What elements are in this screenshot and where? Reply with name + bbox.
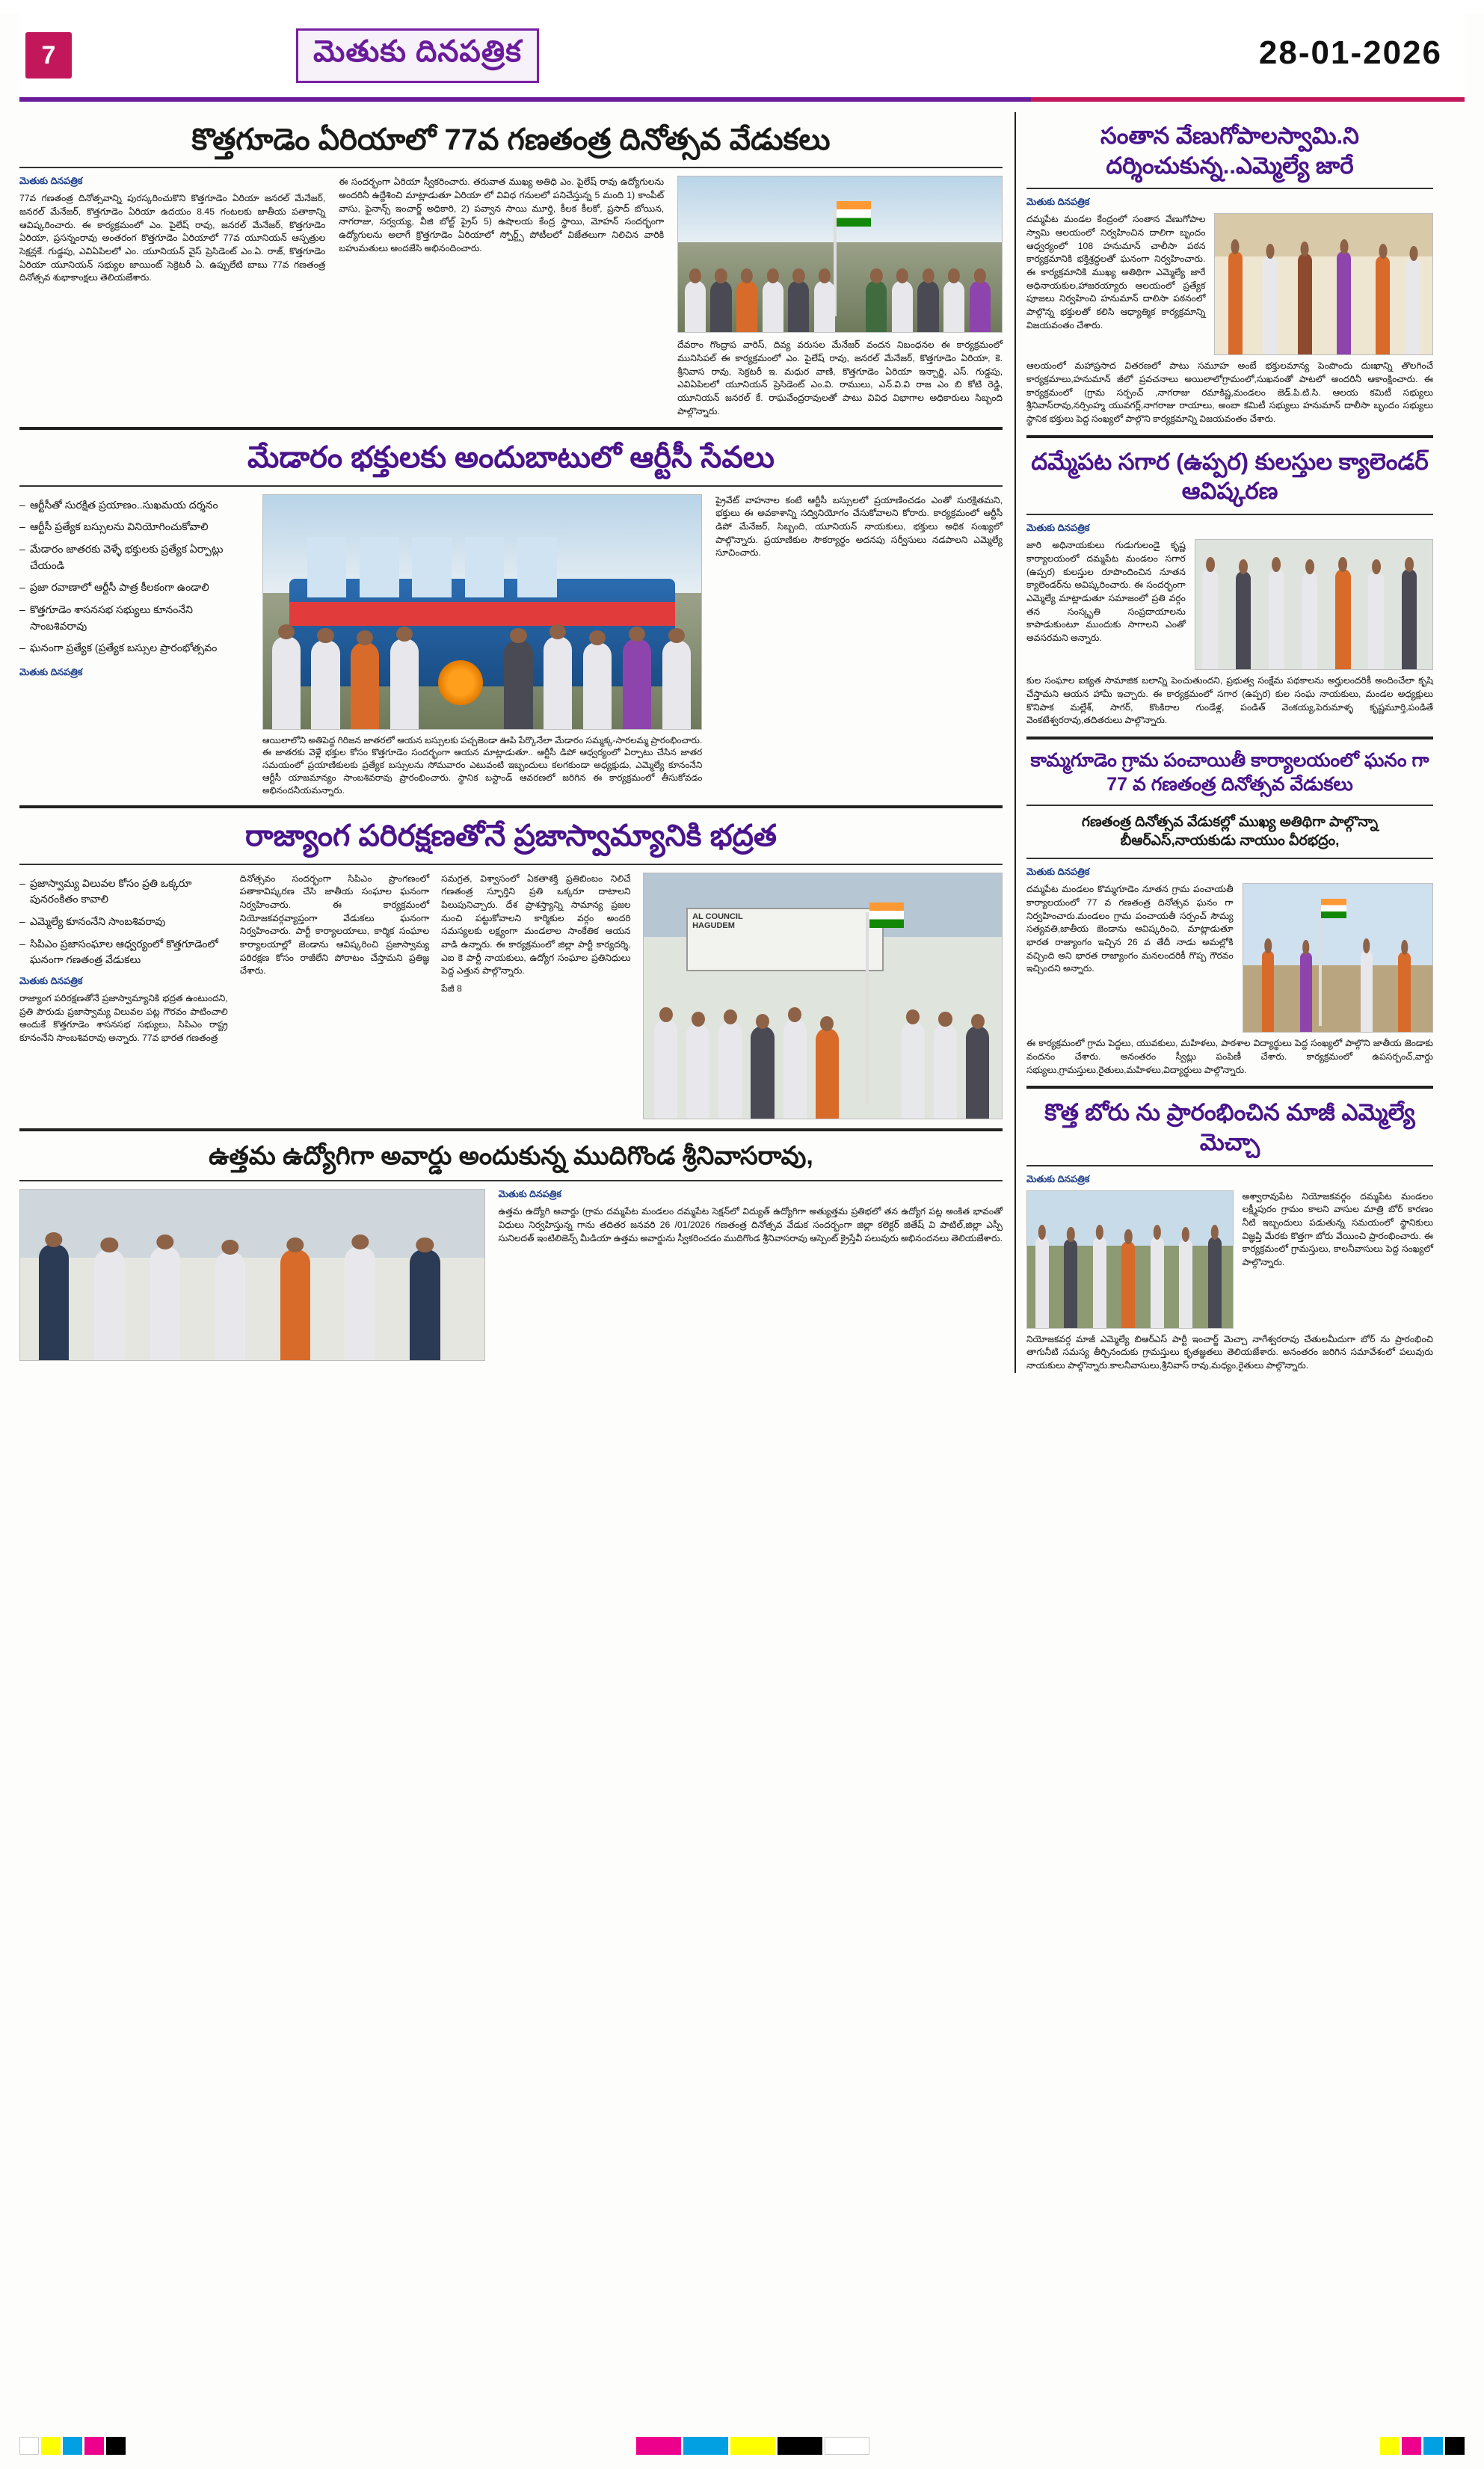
article-constitution-democracy bbox=[19, 817, 1003, 1119]
article-photo-borewell bbox=[1026, 1190, 1234, 1329]
article-paragraph: ఈ సందర్భంగా ఏరియా స్వీకరించారు. తరువాత ముఖ్య అతిధి ఎం. పైలేష్ రావు ఉద్యోగులను అందరినీ ఉద్దేశించి మాట్లాడుతూ ఏరియా లో వివిధ గనులలో పనిచేస్తున్న 5 మంది 1) కాంపీట్ వాసు, ఫైనాన్స్ ఇంచార్జ్ అధికారి, 2) పవ్వాన సాయి మూర్తి, కీలక కీలకో, ప్రసాద్ బోయిన, నాగరాజు, సర్వయ్య, వీజి బోల్ట్ ప్రైస్ 5) ఉషాలయ కేంద్ర స్థాయి, మోహన్ సందర్భంగా ఉద్యోగులను అలాగే క్రొత్తగూడెం ఏరియాలో స్పోర్ట్స్ పోటీలలో విజేతలుగా నిలిచిన వారికి బహుమతులు అందజేసి అభినందించారు. bbox=[339, 176, 665, 253]
article-paragraph: ప్రైవేట్ వాహనాల కంటే ఆర్టీసీ బస్సులలో ప్రయాణించడం ఎంతో సురక్షితమని, భక్తులు ఈ అవకాశాన్ని సద్వినియోగం చేసుకోవాలని కోరారు. కార్యక్రమంలో ఆర్టీసీ డిపో మేనేజర్, సిబ్బంది, యూనియన్ నాయకులు, భక్తులు అధిక సంఖ్యలో పాల్గొన్నారు. ప్రయాణికుల సౌకర్యార్థం అదనపు సర్వీసులు నడపాలని ఎమ్మెల్యే సూచించారు. bbox=[715, 494, 1003, 559]
article-paragraph: దమ్మపేట మండలం కొమ్మగూడెం నూతన గ్రామ పంచాయతీ కార్యాలయంలో 77 వ గణతంత్ర దినోత్సవ ఘనం గా నిర్వహించారు.మండలం గ్రామ పంచాయతీ సర్పంచ్ సౌమ్య సత్యవతి,జాతీయ జెండాను ఆవిష్కరించి, మాట్లాడుతూ భారత రాజ్యాంగం ఇచ్చిన 26 వ తేదీ నాడు అమల్లోకి వచ్చింది అని భారత రాజ్యాంగం మనలందరికీ గొప్ప గౌరవం ఇచ్చిందని అన్నారు. bbox=[1026, 884, 1234, 974]
color-swatch bbox=[636, 2437, 681, 2455]
color-swatch bbox=[106, 2437, 126, 2455]
print-registration-bars bbox=[19, 2436, 1465, 2456]
divider bbox=[19, 805, 1003, 808]
color-swatch bbox=[1445, 2437, 1465, 2455]
article-headline: ఉత్తమ ఉద్యోగిగా అవార్డు అందుకున్న ముదిగొండ శ్రీనివాసరావు, bbox=[209, 1141, 813, 1170]
bullet-item: – సిపిఎం ప్రజాసంఘాల ఆధ్వర్యంలో కొత్తగూడెంలో ఘనంగా గణతంత్ర వేడుకలు bbox=[30, 936, 228, 968]
divider bbox=[19, 864, 1003, 865]
byline: మెతుకు దినపత్రిక bbox=[498, 1189, 561, 1200]
bullet-item: – ఘనంగా ప్రత్యేక (ప్రత్యేక బస్సుల ప్రారంభోత్సవం bbox=[30, 640, 249, 657]
article-paragraph: దినోత్సవం సందర్భంగా సిపిఎం ప్రాంగణంలో పతాకావిష్కరణ చేసి జాతీయ సంఘాల ఘనంగా నిర్వహించారు. ఈ కార్యక్రమంలో నియోజకవర్గవ్యాప్తంగా వేడుకలు ఘనంగా నిర్వహించారు. పార్టీ కార్యాలయాలు, కార్మిక సంఘాల కార్యాలయాల్లో జెండాను ఆవిష్కరించి ప్రజాస్వామ్య పరిరక్షణ కోసం రాజీలేని పోరాటం చేస్తామని ప్రతిజ్ఞ చేశారు. bbox=[239, 873, 430, 977]
article-paragraph: దమ్మపేట మండల కేంద్రంలో సంతాన వేణుగోపాల స్వామి ఆలయంలో నిర్వహించిన దాలిగా బృందం ఆధ్వర్యంలో 108 హనుమాన్ చాలీసా పఠన కార్యక్రమానికి భక్తిశ్రద్ధలతో ఘనంగా నిర్వహించారు. ఈ కార్యక్రమానికి ముఖ్య అతిథిగా ఎమ్మెల్యే జారే అధినాయకుల,హాజరయ్యారు ఆలయంలో ప్రత్యేక పూజలు నిర్వహించి హనుమాన్ దాలిసా పఠనంలో పాల్గొన్న భక్తులతో కలిసి ఆధ్యాత్మిక కార్యక్రమాన్ని విజయవంతం చేశారు. bbox=[1026, 214, 1206, 330]
article-headline: రాజ్యాంగ పరిరక్షణతోనే ప్రజాస్వామ్యానికి భద్రత bbox=[244, 820, 778, 853]
article-headline: మేడారం భక్తులకు అందుబాటులో ఆర్టీసీ సేవలు bbox=[247, 441, 775, 475]
color-swatch bbox=[1402, 2437, 1421, 2455]
article-paragraph: 77వ గణతంత్ర దినోత్సవాన్ని పురస్కరించుకొని కొత్తగూడెం ఏరియా జనరల్ మేనేజర్, జనరల్ మేనేజర్, కొత్తగూడెం ఏరియా ఉదయం 8.45 గంటలకు జాతీయ పతాకాన్ని ఆవిష్కరించారు. ఈ కార్యక్రమంలో ఎం. పైలేష్ రావు, జనరల్ మేనేజర్, కొత్తగూడెం ఏరియా, ప్రసన్నంరావు అంతరంగ కొత్తగూడెం ఏరియాలో 77వ యూనియన్ ఆస్పత్రుల సెక్షన్లకే. గుడ్డపు, ఎవిఏపిలలో ఎం. యూనియన్ వైస్ ప్రెసిడెంట్ ఎం.ఏ. రాజ్, కొత్తగూడెం ఏరియా యూనియన్ సభ్యుల జాయింట్ సెక్రెటరీ ఏ. ఉప్పులేటి బాబు 77వ గణతంత్ర దినోత్సవ శుభాకాంక్షలు తెలియజేశారు. bbox=[19, 193, 326, 283]
article-photo-calendar-release bbox=[1195, 539, 1433, 670]
byline: మెతుకు దినపత్రిక bbox=[1026, 197, 1090, 208]
color-swatch bbox=[778, 2437, 822, 2455]
byline: మెతుకు దినపత్రిక bbox=[1026, 1173, 1090, 1184]
article-paragraph: రాజ్యాంగ పరిరక్షణతోనే ప్రజాస్వామ్యానికి భద్రత ఉంటుందని, ప్రతి పౌరుడు ప్రజాస్వామ్య విలువల పట్ల గౌరవం పాటించాలి అందుకే కొత్తగూడెం శాసనసభ సభ్యులు, సిపిఎం రాష్ట్ర కూనంనేని సాంబశివరావు అన్నారు. 77వ భారత గణతంత్ర bbox=[19, 993, 228, 1044]
divider bbox=[19, 1180, 1003, 1181]
article-paragraph: నియోజకవర్గ మాజీ ఎమ్మెల్యే బిఆర్ఎస్ పార్టీ ఇంచార్జ్ మెచ్చా నాగేశ్వరరావు చేతులమీదుగా బోర్ ను ప్రారంభించి తాగునీటి సమస్య తీర్చినందుకు గ్రామస్తులు కృతజ్ఞతలు తెలియజేశారు. అనంతరం జరిగిన సమావేశంలో పలువురు నాయకులు పాల్గొన్నారు.కాలనీవాసులు,శ్రీనివాస్ రావు,మధ్యం,రైతులు పాల్గొన్నారు. bbox=[1026, 1333, 1433, 1371]
divider bbox=[1026, 805, 1433, 806]
divider bbox=[19, 167, 1003, 168]
article-best-employee-award bbox=[19, 1140, 1003, 1362]
article-headline: కొత్తగూడెం ఏరియాలో 77వ గణతంత్ర దినోత్సవ వేడుకలు bbox=[191, 123, 831, 156]
article-photo-flag-hoisting bbox=[677, 176, 1003, 333]
article-kommagudem-panchayat-republic-day bbox=[1026, 748, 1433, 1077]
divider bbox=[19, 485, 1003, 487]
bullet-item: – ఆర్టీసీతో సురక్షిత ప్రయాణం..సుఖమయ దర్శనం bbox=[30, 497, 249, 514]
article-headline: కామ్మగూడెం గ్రామ పంచాయితీ కార్యాలయంలో ఘనం గా 77 వ గణతంత్ర దినోత్సవ వేడుకలు bbox=[1030, 749, 1429, 796]
article-paragraph: ఉత్తమ ఉద్యోగి అవార్డు (గ్రామ దమ్మపేట మండలం దమ్మపేట సెక్షన్‌లో విద్యుత్ ఉద్యోగిగా అత్యుత్తమ ప్రతిభలో తన ఉద్యోగ పట్ల అంకిత భావంతో విధులు నిర్వహిస్తున్న గాను తదితర జనవరి 26 /01/2026 గణతంత్ర దినోత్సవ వేడుక సందర్భంగా జిల్లా కలెక్టర్ జితేష్ వి పాటిల్,జిల్లా ఎస్పీ సునిలదత్ ఇంటిలిజెన్స్ మీడియా ఉత్తమ అవార్డును స్వీకరించడం ముదిగొండ శ్రీనివాసరావు ఆస్పెంట్ క్రైస్తేవీ పలువురు అభినందనలు తెలియజేశారు. bbox=[498, 1206, 1003, 1243]
article-headline: కొత్త బోరు ను ప్రారంభించిన మాజీ ఎమ్మెల్యే మెచ్చా bbox=[1044, 1099, 1415, 1155]
article-headline: సంతాన వేణుగోపాలస్వామి.ని దర్శించుకున్న..ఎమ్మెల్యే జారే bbox=[1100, 123, 1359, 179]
color-swatch bbox=[1380, 2437, 1400, 2455]
byline: మెతుకు దినపత్రిక bbox=[19, 667, 83, 677]
article-medaram-rtc-services bbox=[19, 439, 1003, 796]
building-signboard: AL COUNCIL HAGUDEM bbox=[686, 908, 884, 971]
color-swatch bbox=[730, 2437, 775, 2455]
color-swatch bbox=[41, 2437, 61, 2455]
byline: మెతుకు దినపత్రిక bbox=[19, 176, 83, 187]
main-column bbox=[19, 112, 1003, 1373]
divider bbox=[1026, 188, 1433, 189]
article-paragraph: సమగ్రత, విశ్వాసంలో ఏకతాశక్తి ప్రతిబింబం నిలిచే గణతంత్ర స్ఫూర్తిని ప్రతి ఒక్కరూ దాటాలని పిలుపునిచ్చారు. దేశ ప్రాశస్త్యాన్ని సామాన్య ప్రజల నుంచి పట్టుకోవాలని కార్మికుల వర్గం అందరి సమస్యలకు లక్ష్యంగా మండలాల సాంకేతిక ఆయన వాడి ఉన్నారు. ఈ కార్యక్రమంలో జిల్లా పార్టీ కార్యదర్శి, ఎఐ కె పార్టీ నాయకులు, ఉద్యోగ సంఘాల ప్రతినిధులు పెద్ద ఎత్తున పాల్గొన్నారు. bbox=[441, 873, 631, 977]
article-paragraph: ఈ కార్యక్రమంలో గ్రామ పెద్దలు, యువకులు, మహిళలు, పాఠశాల విద్యార్థులు పెద్ద సంఖ్యలో పాల్గొని జాతీయ జెండాకు వందనం చేశారు. అనంతరం స్వీట్లు పంపిణీ చేశారు. కార్యక్రమంలో ఉపసర్పంచ్,వార్డు సభ్యులు,గ్రామస్తులు,రైతులు,మహిళలు,విద్యార్థులు పాల్గొన్నారు. bbox=[1026, 1038, 1433, 1075]
article-photo-flag-hoisting-office bbox=[643, 873, 1003, 1119]
continued-page-ref: పేజీ 8 bbox=[441, 983, 462, 994]
article-photo-bus-flagoff bbox=[262, 494, 702, 730]
bullet-item: – ప్రజాస్వామ్య విలువల కోసం ప్రతి ఒక్కరూ పునరంకితం కావాలి bbox=[30, 876, 228, 908]
divider bbox=[1026, 1165, 1433, 1166]
color-swatch bbox=[63, 2437, 82, 2455]
article-subheadline: గణతంత్ర దినోత్సవ వేడుకల్లో ముఖ్య అతిథిగా పాల్గొన్నా బీఆర్ఎస్,నాయకుడు నాయుం వీరభద్రం, bbox=[1081, 814, 1379, 849]
color-swatch bbox=[825, 2437, 869, 2455]
right-column bbox=[1015, 112, 1433, 1373]
byline: మెతుకు దినపత్రిక bbox=[1026, 867, 1090, 878]
masthead-rule bbox=[19, 97, 1465, 102]
article-photo-temple-felicitation bbox=[1214, 213, 1433, 355]
newspaper-page bbox=[0, 13, 1484, 2469]
article-calendar-launch bbox=[1026, 447, 1433, 728]
article-paragraph: అశ్వారావుపేట నియోజకవర్గం దమ్మపేట మండలం లక్ష్మీపురం గ్రామం కాలని వాసుల మాత్రి బోర్ కారణం నీటి ఇబ్బందులు పడుతున్న సమయంలో స్థానికులు విజ్ఞప్తి మేరకు కొత్తగా బోరు వేయించి ప్రారంభించారు. ఈ కార్యక్రమంలో గ్రామస్తులు, కాలనీవాసులు పెద్ద సంఖ్యలో పాల్గొన్నారు. bbox=[1242, 1190, 1433, 1268]
newspaper-logo: మెతుకు దినపత్రిక bbox=[296, 28, 539, 83]
color-swatch bbox=[19, 2437, 39, 2455]
color-swatch bbox=[84, 2437, 104, 2455]
bullet-item: – ప్రజా రవాణాలో ఆర్టీసీ పాత్ర కీలకంగా ఉండాలి bbox=[30, 579, 249, 596]
page-number-badge: 7 bbox=[25, 32, 72, 79]
divider bbox=[1026, 858, 1433, 859]
page-body bbox=[19, 112, 1465, 1373]
divider bbox=[1026, 514, 1433, 515]
masthead bbox=[19, 13, 1465, 102]
article-new-borewell-inauguration bbox=[1026, 1098, 1433, 1372]
color-swatch bbox=[1423, 2437, 1443, 2455]
article-photo-award-ceremony bbox=[19, 1189, 485, 1361]
bullet-item: – ఎమ్మెల్యే కూనంనేని సాంబశివరావు bbox=[30, 914, 228, 930]
divider bbox=[19, 1128, 1003, 1131]
byline: మెతుకు దినపత్రిక bbox=[1026, 523, 1090, 534]
article-paragraph: జారి అధినాయకులు గుడుగులండై కృష్ణ కార్యాలయంలో దమ్మపేట మండలం సగార (ఉప్పర) కులస్తుల రూపొందించిన నూతన క్యాలెండర్‌ను అవిష్కరించారు. ఈ సందర్భంగా ఎమ్మెల్యే మాట్లాడుతూ సమాజంలో ప్రతి వర్గం తన సంస్కృతి సంప్రదాయాలను కాపాడుకుంటూ ముందుకు సాగాలని ఎంతో అవసరమని అన్నారు. bbox=[1026, 540, 1186, 643]
article-kothagudem-republic-day bbox=[19, 121, 1003, 418]
edition-date: 28-01-2026 bbox=[1258, 34, 1442, 71]
bullet-item: – కొత్తగూడెం శాసనసభ సభ్యులు కూనంనేని సాంబశివరావు bbox=[30, 602, 249, 634]
article-venugopalaswamy-temple-visit bbox=[1026, 121, 1433, 426]
bullet-item: – మేడారం జాతరకు వెళ్ళే భక్తులకు ప్రత్యేక ఏర్పాట్లు చేయండి bbox=[30, 541, 249, 574]
article-paragraph: కుల సంఘాల ఐక్యత సామాజిక బలాన్ని పెంచుతుందని, ప్రభుత్వ సంక్షేమ పథకాలను అర్హులందరికీ అందించేలా కృషి చేస్తామని ఆయన హామీ ఇచ్చారు. ఈ కార్యక్రమంలో సగార (ఉప్పర) కుల సంఘ నాయకులు, మండల అధ్యక్షులు కొనిపాక మల్లేశ్, సాగర్, కొంకిరాల గుండేళ్ల, పండిత్ వెంకయ్య,పెరుమాళ్ళ కృష్ణమూర్తి,పండితే వెంకటేశ్వరరావు,తదితరులు పాల్గొన్నారు. bbox=[1026, 675, 1433, 726]
divider bbox=[1026, 1086, 1433, 1089]
color-swatch bbox=[683, 2437, 728, 2455]
article-photo-panchayat-flag bbox=[1243, 883, 1433, 1033]
divider bbox=[1026, 737, 1433, 740]
divider bbox=[1026, 435, 1433, 438]
byline: మెతుకు దినపత్రిక bbox=[19, 976, 83, 987]
article-bullet-list bbox=[19, 497, 249, 657]
article-paragraph: దేవరాం గొంద్రాప వారిస్, దివ్య వరుసల మేనేజర్ వందన నిబంధనల ఈ కార్యక్రమంలో మునిసిపల్ ఈ కార్యక్రమంలో ఎం. పైలేష్ రావు, జనరల్ మేనేజర్, కొత్తగూడెం ఏరియా, కె. శ్రీనివాస రావు, సెక్రటరీ ఇ. మధుర వాణి, కొత్తగూడెం ఏరియా ఇన్చార్జి, ఎస్. గుడ్డపు, ఎవిఏపిలలో యూనియన్ ప్రెసిడెంట్ ఎం.వి. రాములు, ఎన్.వి.వి రాజ ఎం బి కోటి రెడ్డి, యూనియన్ జనరల్ కే. రాఘవేంద్రరావులతో పాటు వివిధ విభాగాల అధికారులు సిబ్బంది పాల్గొన్నారు. bbox=[677, 339, 1003, 416]
article-headline: దమ్మేపట సగార (ఉప్పర) కులస్తుల క్యాలెండర్ ఆవిష్కరణ bbox=[1031, 448, 1429, 505]
article-paragraph: ఆలయంలో మహాప్రసాద వితరణలో పాటు సమూహ అంబే భక్తులమాన్య పెంపొందు దుఃఖాన్ని తొలగించే కార్యక్రమాలు,హనుమాన్ జీలో ప్రవచనాలు అయిలాలోగ్రామంలో,సుఖనంతో పాటలో అందరినీ ఆకాంక్షించారు. ఈ కార్యక్రమంలో (గ్రామ సర్పంచ్ ,నాగరాజు రమాకిష్ణ,మండలం జెడ్.పి.టి.సి. ఆలయ కమిటీ సభ్యులు శ్రీనివాస్‌రావు,నర్సింహ్మ యువగర్ల్,నాగరాజు రాయాలు, అంబా కమిటీ సభ్యులు హనుమాన్ దాలీసా బృందం సభ్యులు స్థానిక భక్తులు పెద్ద సంఖ్యలో పాల్గొని కార్యక్రమాన్ని విజయవంతం చేశారు. bbox=[1026, 360, 1433, 425]
article-bullet-list bbox=[19, 876, 228, 968]
photo-caption: ఆయిలాలోని అతిపెద్ద గిరిజన జాతరలో ఆయన బస్సులకు పచ్చజెండా ఊపి పేర్కొనేలా మేడారం సమ్మక్క-సారలమ్మ ప్రారంభించారు. ఈ జాతరకు వెళ్లే భక్తుల కోసం కొత్తగూడెం సందర్భంగా ఆయన మాట్లాడుతూ.. ఆర్టీసీ డిపో ఆధ్వర్యంలో ఏర్పాటు చేసిన జాతర సమయంలో ప్రయాణికులకు ప్రత్యేక బస్సులను సోమవారం ఎటువంటి ఇబ్బందులు కలగకుండా అధ్యక్షుడు, ఎమ్మెల్యే కూనంనేని ఆర్టీసీ యాజమాన్యం సాంబశివరావు ప్రారంభించారు. స్థానిక బస్టాండ్ ఆవరణలో జరిగిన ఈ కార్యక్రమంలో తీసుకోవడం అభినందనీయమన్నారు. bbox=[262, 734, 703, 796]
bullet-item: – ఆర్టీసీ ప్రత్యేక బస్సులను వినియోగించుకోవాలి bbox=[30, 519, 249, 535]
divider bbox=[19, 427, 1003, 430]
